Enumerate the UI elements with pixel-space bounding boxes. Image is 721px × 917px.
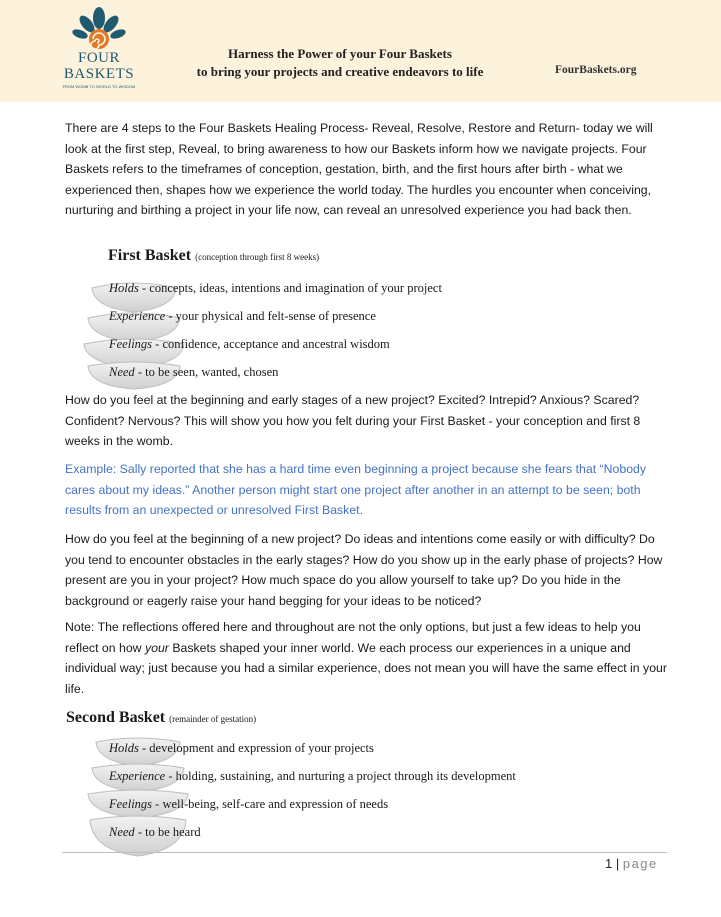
header-title	[160, 45, 520, 81]
first-basket-need-term: Need	[109, 365, 135, 379]
first-basket-subtitle: (conception through first 8 weeks)	[195, 252, 320, 262]
first-basket-holds-text: - concepts, ideas, intentions and imagination of your project	[138, 281, 442, 295]
header-title-line2: to bring your projects and creative endeavors to life	[196, 64, 484, 79]
note-text-before: Note: The reflections offered here and throughout are not the only options, but just a few ideas to help you reflect on how	[65, 620, 641, 655]
second-basket-title: Second Basket	[66, 709, 166, 726]
second-basket-subtitle: (remainder of gestation)	[169, 714, 257, 724]
second-basket-experience-item	[109, 769, 516, 784]
second-basket-holds-term: Holds	[109, 741, 139, 755]
question-paragraph-2: How do you feel at the beginning of a new project? Do ideas and intentions come easily or with difficulty? Do you tend to encounter obstacles in the early stages? How do you show up in the early phase of projects? How present are you in your project? How much space do you allow yourself to take up? Do you hide in the background or eagerly raise your hand begging for your ideas to be noticed?	[65, 532, 663, 608]
first-basket-need-text: - to be seen, wanted, chosen	[134, 365, 279, 379]
intro-paragraph: There are 4 steps to the Four Baskets Healing Process- Reveal, Resolve, Restore and Return- today we will look at the first step, Reveal, to bring awareness to how our Baskets inform how we navigate projects. Four Baskets refers to the timeframes of conception, gestation, birth, and the first hours after birth - what we experienced then, shapes how we experience the world today. The hurdles you encounter when conceiving, nurturing and birthing a project in your life now, can reveal an unresolved experience you had back then.	[65, 121, 653, 217]
page-number	[605, 856, 658, 871]
question-paragraph-1: How do you feel at the beginning and early stages of a new project? Excited? Intrepid? Anxious? Scared? Confident? Nervous? This will show you how you felt during your First Basket - your conception and first 8 weeks in the womb.	[65, 393, 641, 448]
second-basket-feelings-term: Feelings	[109, 797, 153, 811]
note-emphasis: your	[144, 640, 169, 655]
logo-text-baskets: BASKETS	[63, 66, 135, 82]
first-basket-title: First Basket	[108, 247, 192, 264]
page-header	[0, 0, 721, 102]
first-basket-experience-text: - your physical and felt-sense of presence	[165, 309, 376, 323]
note-paragraph	[65, 617, 675, 699]
lotus-icon	[62, 6, 136, 52]
four-baskets-logo	[62, 6, 136, 94]
first-basket-feelings-text: - confidence, acceptance and ancestral wisdom	[152, 337, 390, 351]
first-basket-feelings-item	[109, 337, 390, 352]
second-basket-heading	[66, 709, 256, 727]
second-basket-feelings-item	[109, 797, 388, 812]
first-basket-feelings-term: Feelings	[109, 337, 153, 351]
first-basket-holds-term: Holds	[109, 281, 139, 295]
first-basket-need-item	[109, 365, 278, 380]
example-paragraph: Example: Sally reported that she has a hard time even beginning a project because she fears that “Nobody cares about my ideas.” Another person might start one project after another in an attempt to be seen; both results from an unexpected or unresolved First Basket.	[65, 462, 647, 517]
second-basket-holds-text: - development and expression of your projects	[138, 741, 374, 755]
second-basket-holds-item	[109, 741, 374, 756]
second-basket-feelings-text: - well-being, self-care and expression of needs	[152, 797, 389, 811]
second-basket-experience-text: - holding, sustaining, and nurturing a project through its development	[165, 769, 516, 783]
footer-divider	[62, 852, 667, 853]
second-basket-need-text: - to be heard	[134, 825, 201, 839]
second-basket-need-item	[109, 825, 201, 840]
first-basket-experience-item	[109, 309, 376, 324]
header-website-link[interactable]: FourBaskets.org	[555, 64, 637, 76]
logo-tagline: FROM WOMB TO WORLD TO WISDOM	[62, 84, 136, 89]
first-basket-holds-item	[109, 281, 442, 296]
header-title-line1: Harness the Power of your Four Baskets	[228, 46, 452, 61]
first-basket-heading	[108, 247, 319, 265]
page-label: page	[622, 856, 658, 871]
second-basket-need-term: Need	[109, 825, 135, 839]
page-number-separator: |	[612, 856, 623, 871]
first-basket-experience-term: Experience	[109, 309, 166, 323]
page-number-value: 1	[605, 856, 613, 871]
second-basket-experience-term: Experience	[109, 769, 166, 783]
logo-text-four: FOUR	[77, 50, 120, 66]
note-text-after: Baskets shaped your inner world. We each process our experiences in a unique and individual way; just because you had a similar experience, does not mean you will have the same effect in your life.	[65, 640, 667, 696]
